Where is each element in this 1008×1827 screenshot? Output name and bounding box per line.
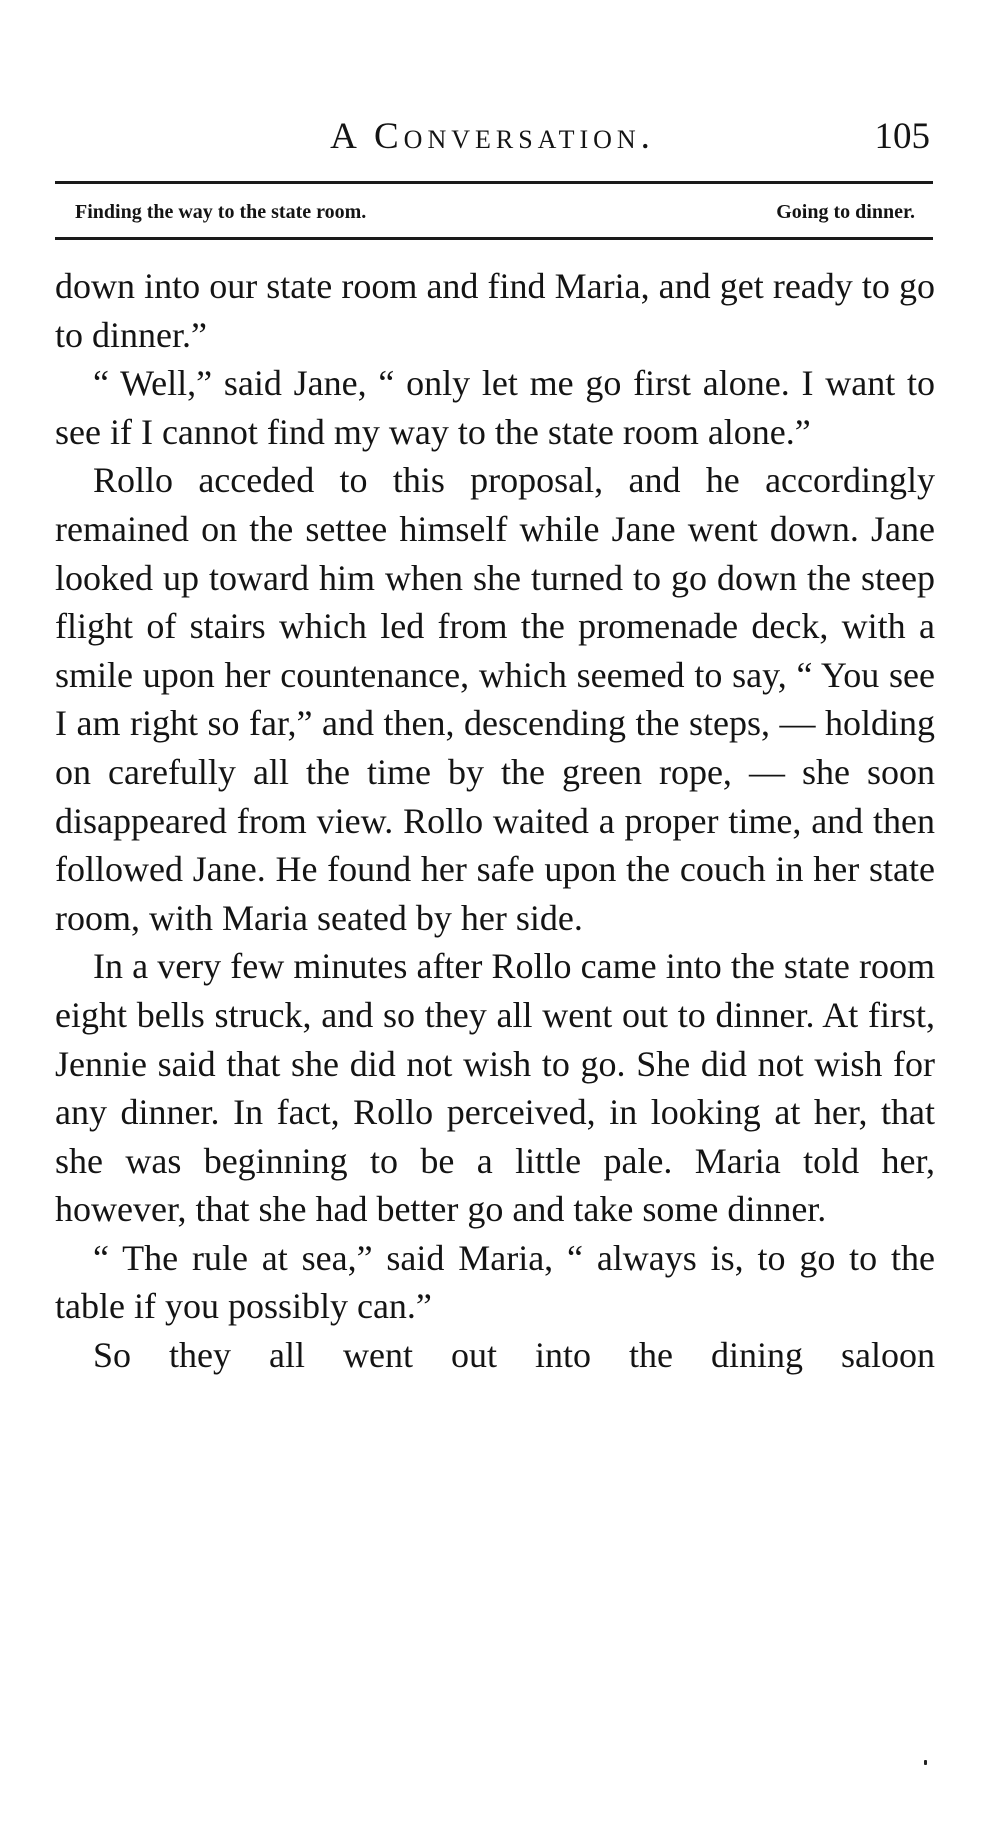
body-text: [55, 262, 935, 1380]
paragraph-5: “ The rule at sea,” said Maria, “ always is, to go to the table if you possibly can.”: [55, 1237, 935, 1327]
subheading-right: Going to dinner.: [776, 201, 915, 223]
running-head: [55, 112, 930, 162]
header-rule-top: [55, 181, 933, 184]
paragraph-4: In a very few minutes after Rollo came into the state room eight bells struck, and so they all went out to dinner. At first, Jennie said that she did not wish to go. She did not wish for any dinner. In fact, Rollo perceived, in looking at her, that she was beginning to be a little pale. Maria told her, however, that she had better go and take some dinner.: [55, 946, 935, 1230]
page-number: 105: [874, 116, 930, 157]
subheading-left: Finding the way to the state room.: [75, 201, 367, 223]
paragraph-6: So they all went out into the dining saloon: [93, 1335, 935, 1376]
section-subheading: [75, 195, 915, 229]
ink-speck: [924, 1760, 927, 1765]
paragraph-1: down into our state room and find Maria, and get ready to go to dinner.”: [55, 266, 935, 355]
paragraph-2: “ Well,” said Jane, “ only let me go first alone. I want to see if I cannot find my way to the state room alone.”: [55, 363, 935, 452]
paragraph-3: Rollo acceded to this proposal, and he accordingly remained on the settee himself while Jane went down. Jane looked up toward him when she turned to go down the steep flight of stairs which led from the promenade deck, with a smile upon her countenance, which seemed to say, “ You see I am right so far,” and then, descending the steps, — holding on carefully all the time by the green rope, — she soon disappeared from view. Rollo waited a proper time, and then followed Jane. He found her safe upon the couch in her state room, with Maria seated by her side.: [55, 460, 935, 938]
header-rule-bottom: [55, 237, 933, 240]
chapter-title: A Conversation.: [330, 116, 655, 157]
